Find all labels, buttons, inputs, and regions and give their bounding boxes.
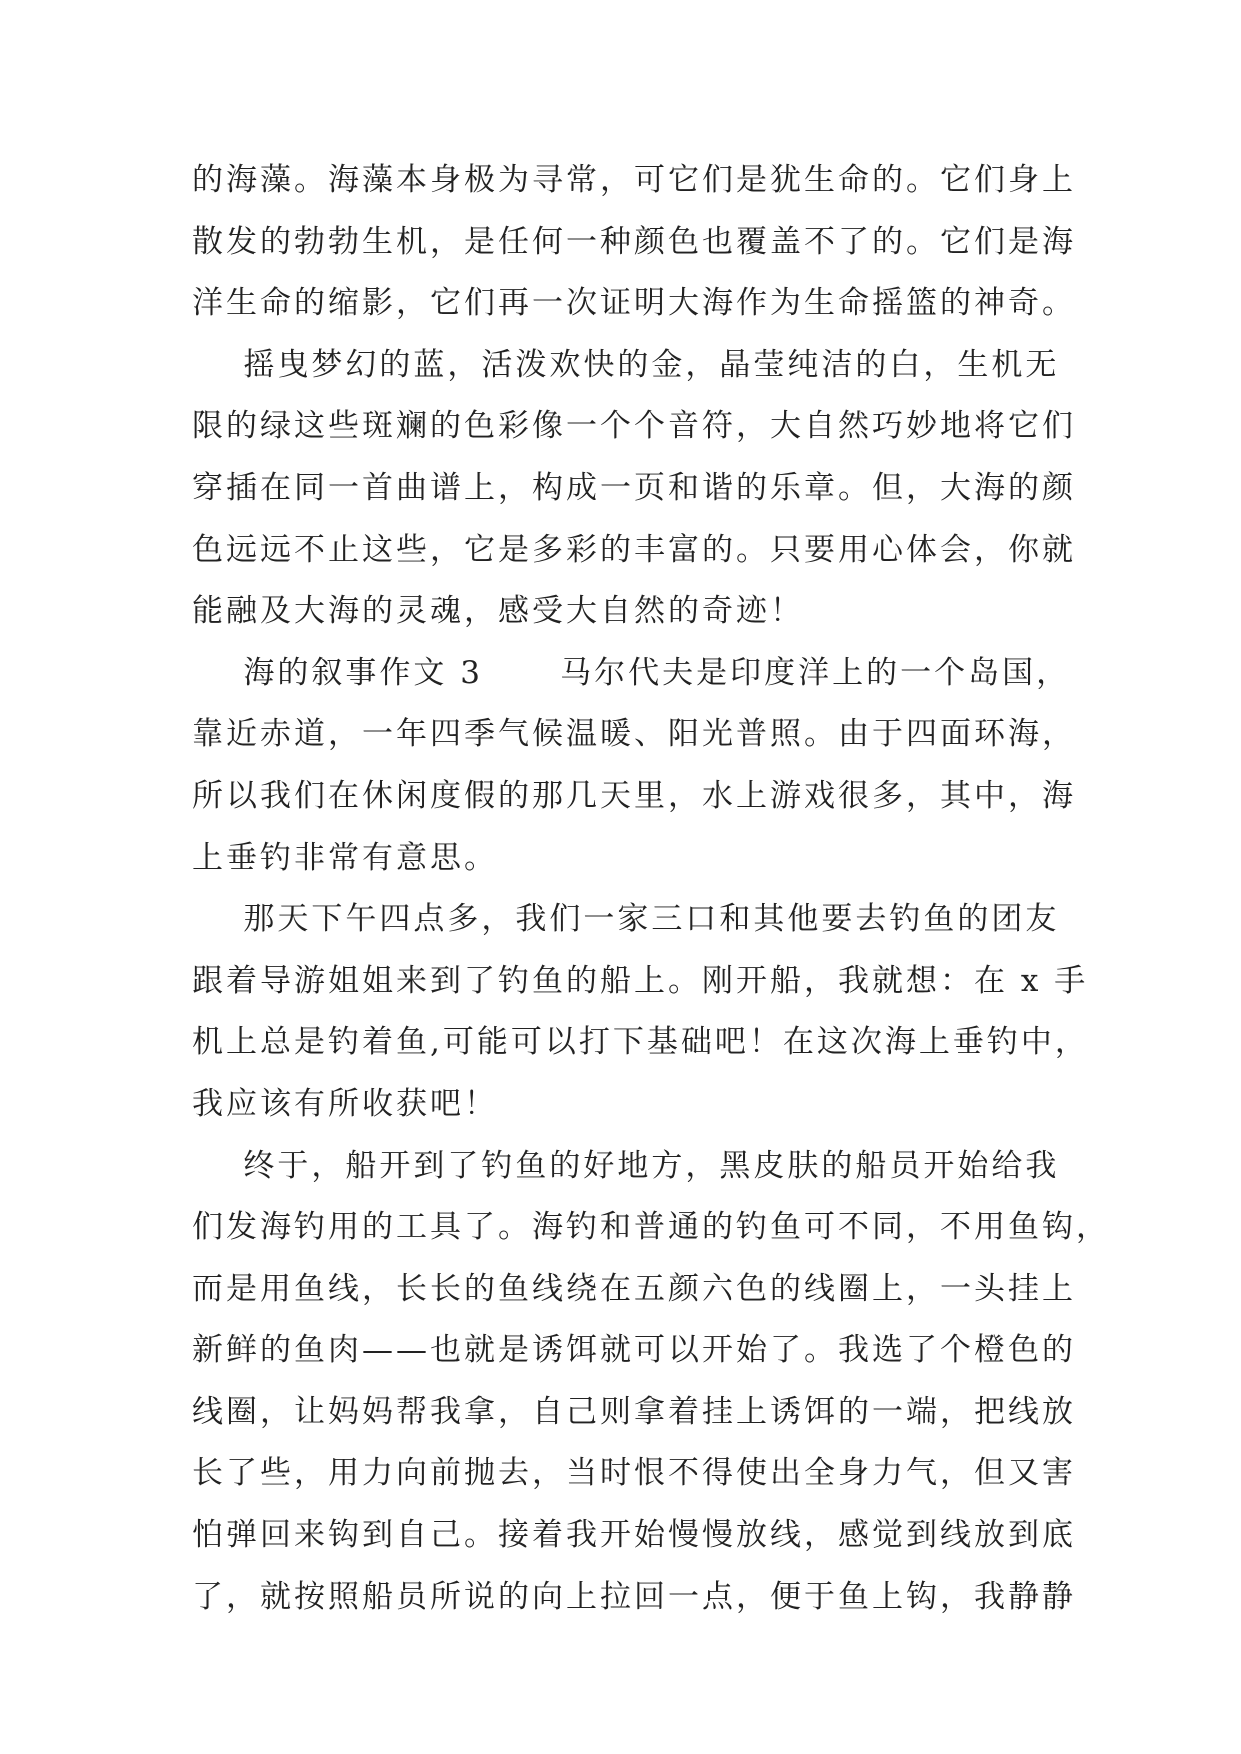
text-line: 散发的勃勃生机，是任何一种颜色也覆盖不了的。它们是海	[192, 223, 1076, 260]
text-line: 的海藻。海藻本身极为寻常，可它们是犹生命的。它们身上	[192, 162, 1076, 198]
text-line: 机上总是钓着鱼,可能可以打下基础吧！在这次海上垂钓中，	[192, 1024, 1089, 1061]
text-line: 色远远不止这些，它是多彩的丰富的。只要用心体会，你就	[192, 531, 1076, 568]
document-body	[192, 150, 1110, 1628]
text-line: 线圈，让妈妈帮我拿，自己则拿着挂上诱饵的一端，把线放	[192, 1393, 1076, 1430]
text-line: 长了些，用力向前抛去，当时恨不得使出全身力气，但又害	[192, 1455, 1076, 1492]
text-line: 跟着导游姐姐来到了钓鱼的船上。刚开船，我就想：在 x 手	[192, 962, 1089, 999]
text-line: 靠近赤道，一年四季气候温暖、阳光普照。由于四面环海，	[192, 716, 1076, 753]
text-line: 上垂钓非常有意思。	[192, 839, 498, 876]
text-line: 能融及大海的灵魂，感受大自然的奇迹！	[192, 593, 804, 630]
text-line: 新鲜的鱼肉——也就是诱饵就可以开始了。我选了个橙色的	[192, 1332, 1076, 1369]
text-line: 所以我们在休闲度假的那几天里，水上游戏很多，其中，海	[192, 777, 1076, 814]
text-line: 了，就按照船员所说的向上拉回一点，便于鱼上钩，我静静	[192, 1578, 1076, 1615]
text-line: 那天下午四点多，我们一家三口和其他要去钓鱼的团友	[192, 901, 1060, 938]
text-line: 摇曳梦幻的蓝，活泼欢快的金，晶莹纯洁的白，生机无	[192, 346, 1060, 383]
text-line: 穿插在同一首曲谱上，构成一页和谐的乐章。但，大海的颜	[192, 469, 1076, 506]
text-line: 洋生命的缩影，它们再一次证明大海作为生命摇篮的神奇。	[192, 285, 1076, 322]
text-line: 怕弹回来钩到自己。接着我开始慢慢放线，感觉到线放到底	[192, 1517, 1076, 1554]
text-line: 我应该有所收获吧！	[192, 1085, 498, 1122]
text-line: 终于，船开到了钓鱼的好地方，黑皮肤的船员开始给我	[192, 1147, 1060, 1184]
text-line: 们发海钓用的工具了。海钓和普通的钓鱼可不同，不用鱼钩，	[192, 1209, 1110, 1246]
text-line: 限的绿这些斑斓的色彩像一个个音符，大自然巧妙地将它们	[192, 408, 1076, 445]
text-line: 而是用鱼线，长长的鱼线绕在五颜六色的线圈上，一头挂上	[192, 1270, 1076, 1307]
text-line: 海的叙事作文 3 马尔代夫是印度洋上的一个岛国，	[192, 654, 1071, 691]
